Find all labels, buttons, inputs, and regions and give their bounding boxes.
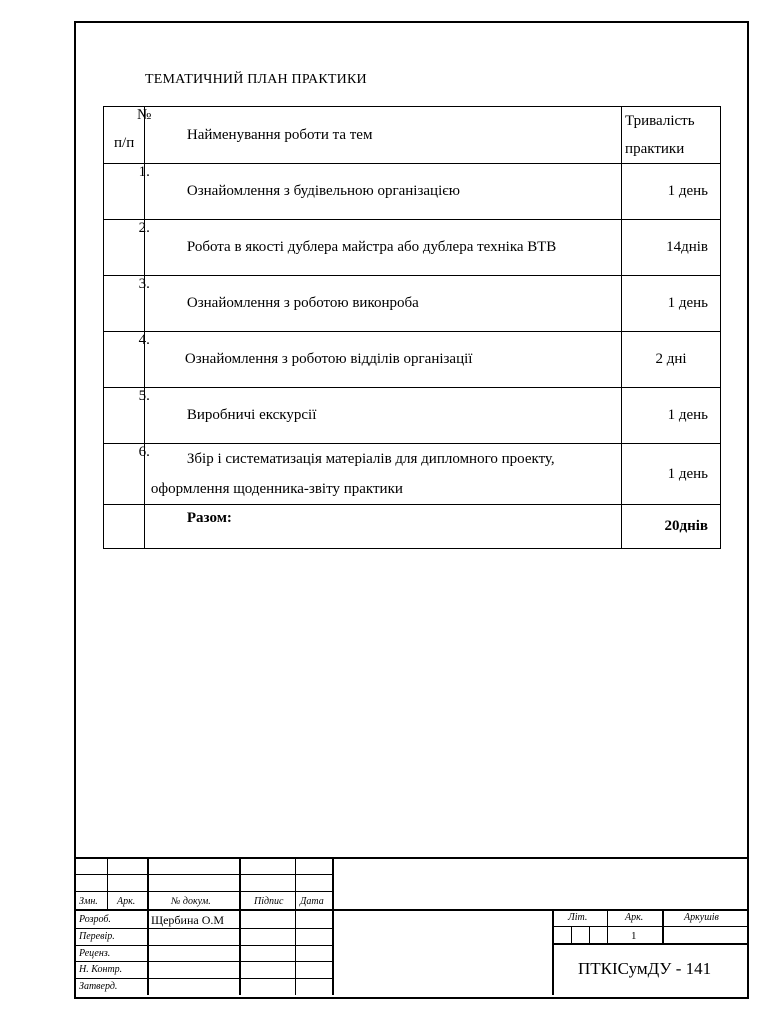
row-name: Ознайомлення з роботою відділів організації: [144, 332, 621, 388]
stamp-col-date: Дата: [300, 896, 324, 907]
row-number-cell: [104, 444, 150, 505]
row-number-cell: [104, 164, 150, 220]
table-row: [104, 332, 721, 388]
table-header-row: [104, 107, 721, 164]
stamp-line: [74, 857, 747, 859]
stamp-line: [589, 926, 590, 943]
stamp-line: [552, 943, 747, 945]
row-duration: 14днів: [622, 220, 721, 276]
stamp-col-change: Змн.: [79, 896, 98, 907]
stamp-line: [571, 926, 572, 943]
title-block: [74, 857, 747, 997]
header-duration-line1: Тривалість: [625, 113, 695, 129]
stamp-line: [607, 909, 608, 944]
table-row: [104, 220, 721, 276]
row-name: [144, 444, 621, 505]
row-number-cell: [104, 220, 150, 276]
row-duration: 1 день: [622, 164, 721, 220]
stamp-role-developed: Розроб.: [79, 914, 111, 925]
table-row: [104, 388, 721, 444]
stamp-line: [147, 857, 149, 995]
header-name: Найменування роботи та тем: [144, 107, 621, 164]
thematic-plan-table: [103, 106, 721, 549]
stamp-sheets-label: Аркушів: [684, 912, 719, 923]
row-number: 6.: [138, 444, 150, 460]
stamp-line: [332, 857, 334, 995]
header-number-sign: №: [137, 107, 152, 123]
row-number-cell: [104, 388, 150, 444]
total-number-cell: [104, 505, 145, 549]
stamp-line: [74, 909, 747, 911]
stamp-lit-label: Літ.: [568, 912, 588, 923]
table-row: [104, 276, 721, 332]
row-duration: 1 день: [622, 444, 721, 505]
stamp-line: [552, 926, 747, 927]
row-name: Ознайомлення з будівельною організацією: [144, 164, 621, 220]
row-number: 1.: [138, 164, 150, 180]
row-number: 3.: [138, 276, 150, 292]
total-row: [104, 505, 721, 549]
total-label: Разом:: [144, 505, 621, 549]
stamp-role-normcontrol: Н. Контр.: [79, 964, 123, 975]
stamp-line: [552, 909, 554, 995]
row-number: 2.: [138, 220, 150, 236]
stamp-role-reviewed: Реценз.: [79, 948, 111, 959]
row-name-line1: Збір і систематизація матеріалів для дипломного проекту,: [186, 451, 555, 467]
row-number-cell: [104, 276, 150, 332]
row-duration: 1 день: [622, 276, 721, 332]
stamp-role-approved: Затверд.: [79, 981, 118, 992]
row-duration: 1 день: [622, 388, 721, 444]
header-duration-line2: практики: [625, 141, 685, 157]
page-title: ТЕМАТИЧНИЙ ПЛАН ПРАКТИКИ: [145, 72, 367, 87]
stamp-line: [107, 857, 108, 909]
row-number-cell: [104, 332, 150, 388]
row-name: Робота в якості дублера майстра або дублера техніка ВТВ: [144, 220, 621, 276]
stamp-document-code: ПТКІСумДУ - 141: [578, 959, 712, 978]
stamp-developer-name: Щербина О.М: [151, 913, 225, 927]
stamp-sheet-label: Арк.: [625, 912, 644, 923]
stamp-col-signature: Підпис: [254, 896, 284, 907]
total-duration: 20днів: [622, 505, 721, 549]
header-number: [104, 107, 152, 164]
stamp-col-sheet: Арк.: [117, 896, 136, 907]
stamp-sheet-value: 1: [631, 930, 637, 942]
row-name-line2: оформлення щоденника-звіту практики: [150, 481, 403, 497]
stamp-line: [662, 909, 664, 944]
header-duration: [622, 107, 721, 164]
row-number: 4.: [138, 332, 150, 348]
table-row: [104, 444, 721, 505]
stamp-role-checked: Перевір.: [79, 931, 115, 942]
stamp-line: [295, 857, 296, 995]
row-number: 5.: [138, 388, 150, 404]
stamp-line: [239, 857, 241, 995]
stamp-col-docno: № докум.: [171, 896, 211, 907]
row-duration: 2 дні: [622, 332, 721, 388]
header-number-sub: п/п: [114, 135, 135, 151]
row-name: Ознайомлення з роботою виконроба: [144, 276, 621, 332]
row-name: Виробничі екскурсії: [144, 388, 621, 444]
table-row: [104, 164, 721, 220]
